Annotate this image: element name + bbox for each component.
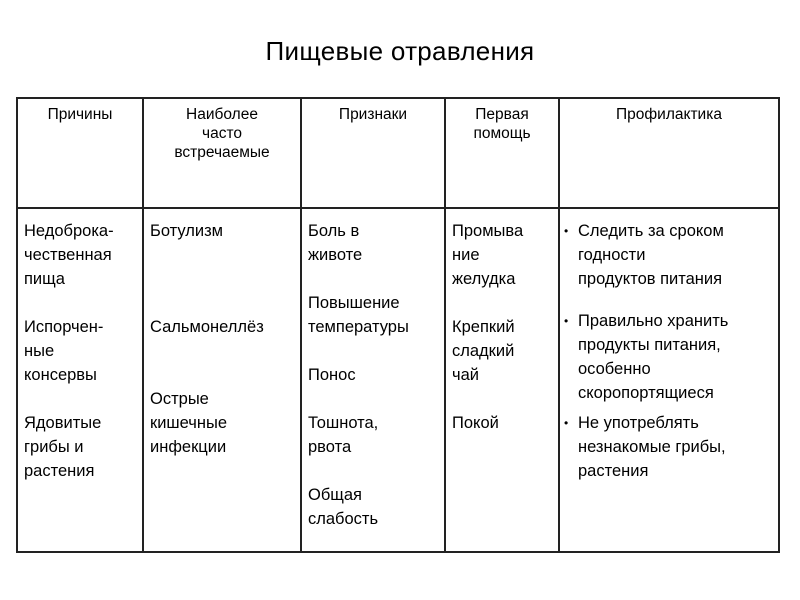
cause-item (24, 315, 138, 387)
sign-line: Боль в (308, 222, 360, 240)
first-aid-line: сладкий (452, 342, 515, 360)
prevention-item (564, 411, 774, 483)
header-causes-line: Причины (47, 106, 113, 123)
food-poisoning-table (16, 97, 780, 553)
bullet-icon: • (564, 224, 569, 238)
prevention-cell (559, 208, 779, 552)
prevention-line: годности (578, 246, 646, 264)
cause-line: консервы (24, 366, 97, 384)
common-line: Острые (150, 390, 209, 408)
common-item (150, 219, 296, 243)
bullet-icon: • (564, 416, 569, 430)
prevention-line: Правильно хранить (578, 312, 729, 330)
sign-item (308, 411, 440, 459)
prevention-item (564, 309, 774, 405)
prevention-line: особенно (578, 360, 651, 378)
cause-line: Ядовитые (24, 414, 102, 432)
first-aid-line: ние (452, 246, 480, 264)
sign-line: слабость (308, 510, 379, 528)
header-first-aid-line: помощь (473, 125, 531, 142)
first-aid-line: желудка (452, 270, 516, 288)
common-line: Ботулизм (150, 222, 224, 240)
prevention-line: продуктов питания (578, 270, 723, 288)
cause-line: Испорчен- (24, 318, 104, 336)
header-common-line: часто (202, 125, 242, 142)
common-cell (143, 208, 301, 552)
prevention-line: растения (578, 462, 649, 480)
cause-item (24, 219, 138, 291)
bullet-icon: • (564, 314, 569, 328)
cause-line: растения (24, 462, 95, 480)
prevention-line: Следить за сроком (578, 222, 724, 240)
first-aid-item (452, 315, 554, 387)
header-first-aid-line: Первая (475, 106, 529, 123)
common-item (150, 387, 296, 459)
header-row (17, 98, 779, 208)
header-common-line: встречаемые (174, 144, 270, 161)
prevention-line: скоропортящиеся (578, 384, 714, 402)
sign-line: животе (308, 246, 363, 264)
cause-line: пища (24, 270, 65, 288)
sign-line: Понос (308, 366, 356, 384)
header-prevention-line: Профилактика (616, 106, 722, 123)
header-common (143, 98, 301, 208)
header-signs-line: Признаки (338, 106, 408, 123)
sign-item (308, 363, 440, 387)
first-aid-line: Покой (452, 414, 499, 432)
header-first-aid (445, 98, 559, 208)
cause-line: Недоброка- (24, 222, 114, 240)
prevention-line: продукты питания, (578, 336, 721, 354)
first-aid-line: Крепкий (452, 318, 515, 336)
common-item (150, 315, 296, 339)
sign-line: рвота (308, 438, 352, 456)
sign-line: Повышение (308, 294, 400, 312)
prevention-item (564, 219, 774, 291)
sign-line: температуры (308, 318, 409, 336)
common-line: Сальмонеллёз (150, 318, 264, 336)
page-title: Пищевые отравления (265, 36, 535, 66)
signs-cell (301, 208, 445, 552)
sign-item (308, 219, 440, 267)
header-causes (17, 98, 143, 208)
prevention-line: незнакомые грибы, (578, 438, 726, 456)
sign-item (308, 483, 440, 531)
first-aid-item (452, 219, 554, 291)
content-row (17, 208, 779, 552)
causes-cell (17, 208, 143, 552)
cause-line: ные (24, 342, 55, 360)
first-aid-item (452, 411, 554, 435)
sign-line: Тошнота, (308, 414, 379, 432)
first-aid-line: Промыва (452, 222, 524, 240)
prevention-line: Не употреблять (578, 414, 699, 432)
sign-item (308, 291, 440, 339)
header-signs (301, 98, 445, 208)
cause-line: чественная (24, 246, 112, 264)
common-line: кишечные (150, 414, 228, 432)
common-line: инфекции (150, 438, 227, 456)
cause-line: грибы и (24, 438, 84, 456)
first-aid-cell (445, 208, 559, 552)
first-aid-line: чай (452, 366, 479, 384)
cause-item (24, 411, 138, 483)
sign-line: Общая (308, 486, 362, 504)
header-common-line: Наиболее (186, 106, 258, 123)
header-prevention (559, 98, 779, 208)
